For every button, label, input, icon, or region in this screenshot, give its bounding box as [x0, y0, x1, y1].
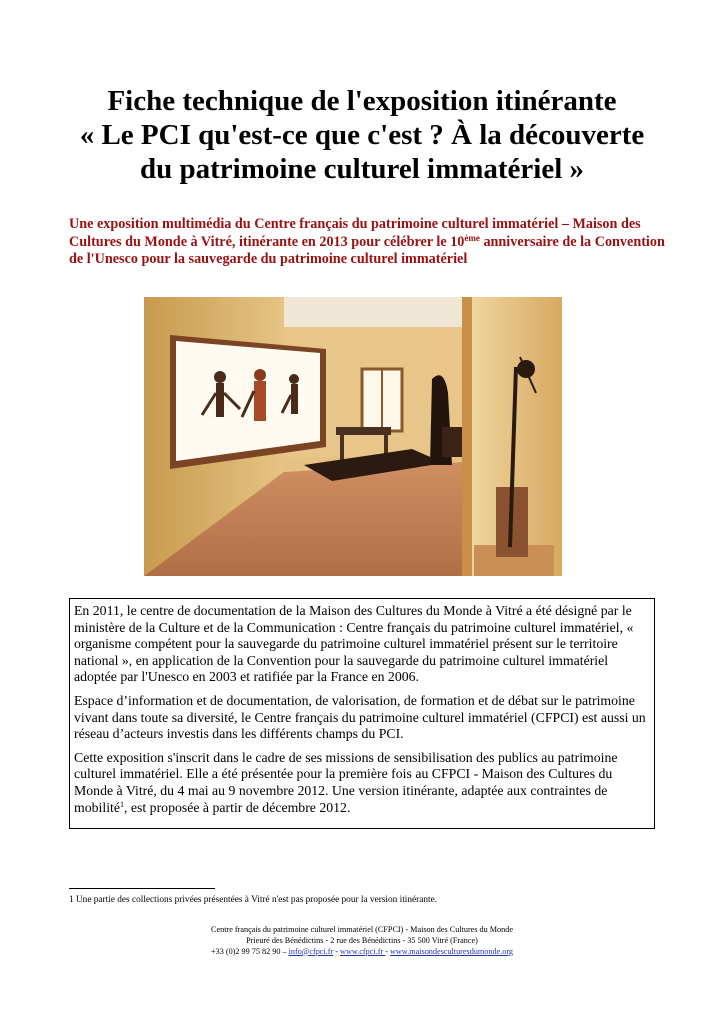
mcm-website-link[interactable]: www.maisondesculturesdumonde.org: [389, 946, 514, 956]
subtitle-superscript: ème: [464, 232, 480, 243]
document-title: [40, 84, 684, 186]
paragraph-text: Cette exposition s'inscrit dans le cadre de ses missions de sensibilisation des publics au patrimoine culturel immatériel. Elle a été présentée pour la première fois au CFPCI - Maison des Cultures du Monde à Vitré, du 4 mai au 9 novembre 2012. Une version itinérante, adaptée aux contraintes de mobilité: [74, 749, 618, 815]
email-link[interactable]: info@cfpci.fr: [288, 946, 334, 956]
footer-contact: [130, 947, 594, 958]
subtitle-text: Une exposition multimédia du Centre français du patrimoine culturel immatériel – Maison des Cultures du Monde à Vitré, itinérante en 2013 pour célébrer le 10: [69, 216, 641, 250]
page-footer: [130, 925, 594, 957]
footer-phone: +33 (0)2 99 75 82 90 –: [210, 946, 289, 956]
paragraph: Espace d’information et de documentation, de valorisation, de formation et de débat sur le patrimoine vivant dans toute sa diversité, le Centre français du patrimoine culturel immatériel (CFPCI) est aussi un réseau d’acteurs investis dans les différents champs du PCI.: [74, 692, 646, 742]
footer-line: Centre français du patrimoine culturel immatériel (CFPCI) - Maison des Cultures du Monde: [211, 925, 513, 934]
footnote-separator: [69, 888, 215, 889]
title-line: Fiche technique de l'exposition itinérante: [107, 85, 617, 117]
subtitle: [69, 216, 669, 269]
footer-separator: -: [385, 946, 390, 956]
footnote: 1 Une partie des collections privées présentées à Vitré n'est pas proposée pour la version itinérante.: [69, 895, 438, 905]
paragraph-text: , est proposée à partir de décembre 2012.: [124, 799, 351, 815]
paragraph: En 2011, le centre de documentation de la Maison des Cultures du Monde à Vitré a été désigné par le ministère de la Culture et de la Communication : Centre français du patrimoine culturel immatériel, « organisme compétent pour la sauvegarde du patrimoine culturel immatériel présent sur le territoire national », en application de la Convention pour la sauvegarde du patrimoine culturel immatériel adoptée par l'Unesco en 2003 et ratifiée par la France en 2006.: [74, 603, 634, 685]
exhibition-photo: [144, 297, 562, 576]
footnote-reference: 1: [120, 799, 124, 809]
footer-separator: -: [333, 946, 341, 956]
cfpci-website-link[interactable]: www.cfpci.fr: [340, 946, 386, 956]
footer-line: Prieuré des Bénédictins - 2 rue des Bénédictins - 35 500 Vitré (France): [246, 935, 478, 945]
title-line: « Le PCI qu'est-ce que c'est ? À la découverte: [79, 119, 645, 151]
intro-text-box: [69, 598, 655, 829]
title-line: du patrimoine culturel immatériel »: [139, 153, 585, 185]
paragraph: [74, 750, 650, 816]
subtitle-text: anniversaire de la Convention de l'Unesco pour la sauvegarde du patrimoine culturel immatériel: [69, 233, 665, 267]
